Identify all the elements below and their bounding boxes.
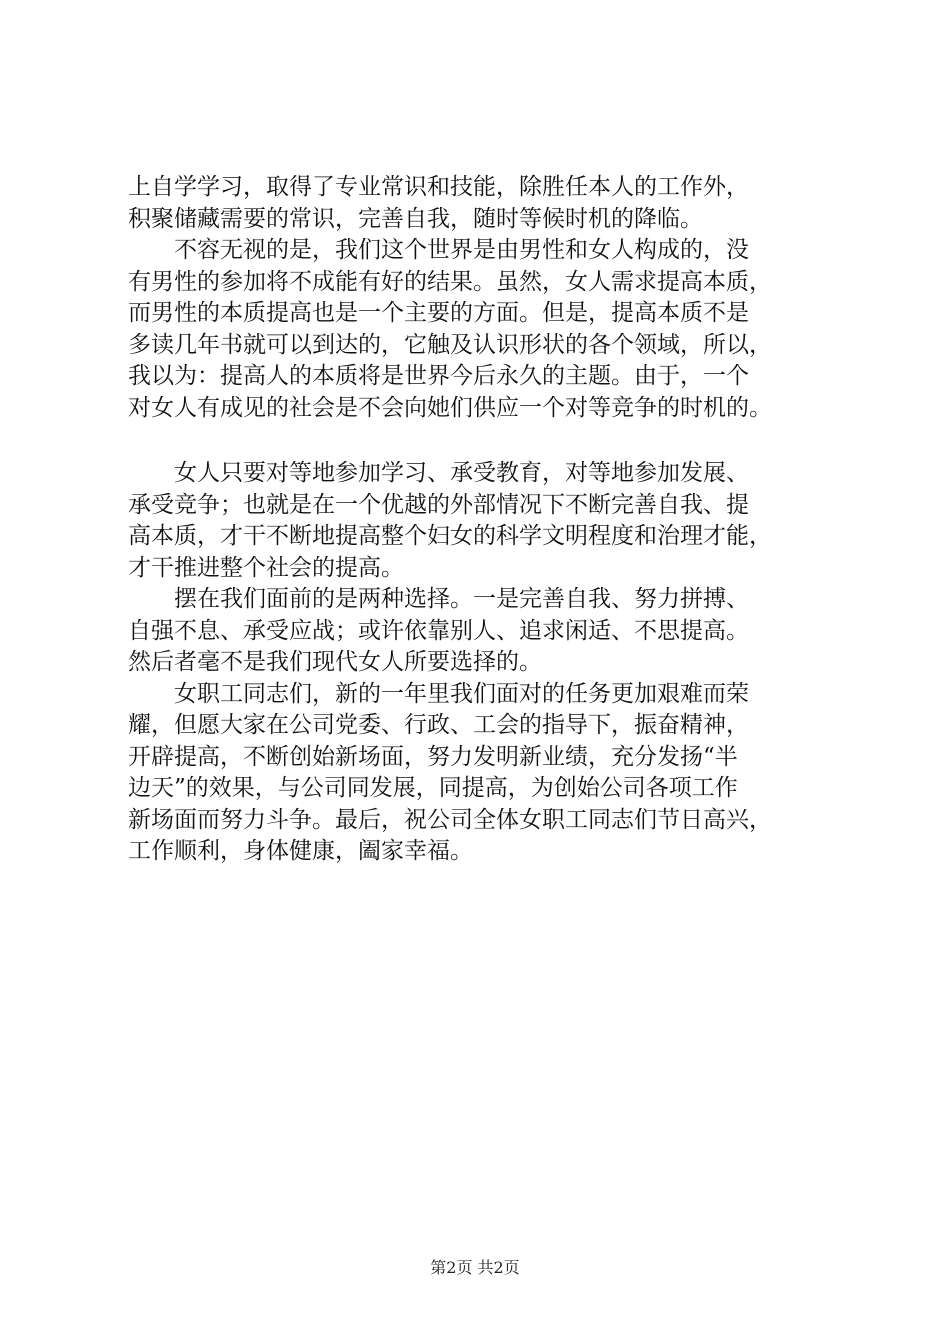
paragraph-line: 耀，但愿大家在公司党委、行政、工会的指导下，振奋精神， bbox=[128, 712, 749, 738]
paragraph-line: 边天”的效果，与公司同发展，同提高，为创始公司各项工作 bbox=[128, 775, 738, 801]
paragraph-line: 不容无视的是，我们这个世界是由男性和女人构成的，没 bbox=[174, 237, 749, 263]
paragraph-4 bbox=[128, 584, 838, 679]
paragraph-2 bbox=[128, 235, 838, 424]
page-footer bbox=[0, 1258, 950, 1278]
paragraph-line: 多读几年书就可以到达的，它触及认识形状的各个领域，所以， bbox=[128, 331, 772, 358]
paragraph-line: 上自学学习，取得了专业常识和技能，除胜任本人的工作外， bbox=[128, 174, 749, 200]
paragraph-line: 而男性的本质提高也是一个主要的方面。但是，提高本质不是 bbox=[128, 300, 749, 326]
paragraph-line: 积聚储藏需要的常识，完善自我，随时等候时机的降临。 bbox=[128, 205, 703, 232]
paragraph-line: 女职工同志们，新的一年里我们面对的任务更加艰难而荣 bbox=[174, 680, 749, 707]
paragraph-line: 有男性的参加将不成能有好的结果。虽然，女人需求提高本质， bbox=[128, 268, 772, 295]
paragraph-line: 摆在我们面前的是两种选择。一是完善自我、努力拼搏、 bbox=[174, 586, 749, 612]
document-body bbox=[128, 172, 838, 868]
paragraph-line: 自强不息、承受应战；或许依靠别人、追求闲适、不思提高。 bbox=[128, 617, 749, 644]
paragraph-line: 然后者毫不是我们现代女人所要选择的。 bbox=[128, 649, 542, 675]
paragraph-line: 开辟提高，不断创始新场面，努力发明新业绩，充分发扬“半 bbox=[128, 743, 738, 770]
paragraph-line: 对女人有成见的社会是不会向她们供应一个对等竞争的时机的。 bbox=[128, 394, 772, 421]
paragraph-line: 高本质，才干不断地提高整个妇女的科学文明程度和治理才能， bbox=[128, 523, 772, 549]
paragraph-1 bbox=[128, 172, 838, 235]
paragraph-line: 女人只要对等地参加学习、承受教育，对等地参加发展、 bbox=[174, 460, 749, 486]
paragraph-line: 才干推进整个社会的提高。 bbox=[128, 554, 404, 581]
paragraph-3 bbox=[128, 458, 838, 584]
paragraph-line: 工作顺利，身体健康，阖家幸福。 bbox=[128, 838, 473, 864]
paragraph-line: 承受竞争；也就是在一个优越的外部情况下不断完善自我、提 bbox=[128, 491, 749, 518]
paragraph-line: 我以为：提高人的本质将是世界今后永久的主题。由于，一个 bbox=[128, 363, 749, 389]
paragraph-line: 新场面而努力斗争。最后，祝公司全体女职工同志们节日高兴， bbox=[128, 806, 772, 833]
paragraph-5 bbox=[128, 679, 838, 868]
paragraph-gap bbox=[128, 424, 838, 458]
page-number-label: 第2页 共2页 bbox=[430, 1258, 520, 1277]
